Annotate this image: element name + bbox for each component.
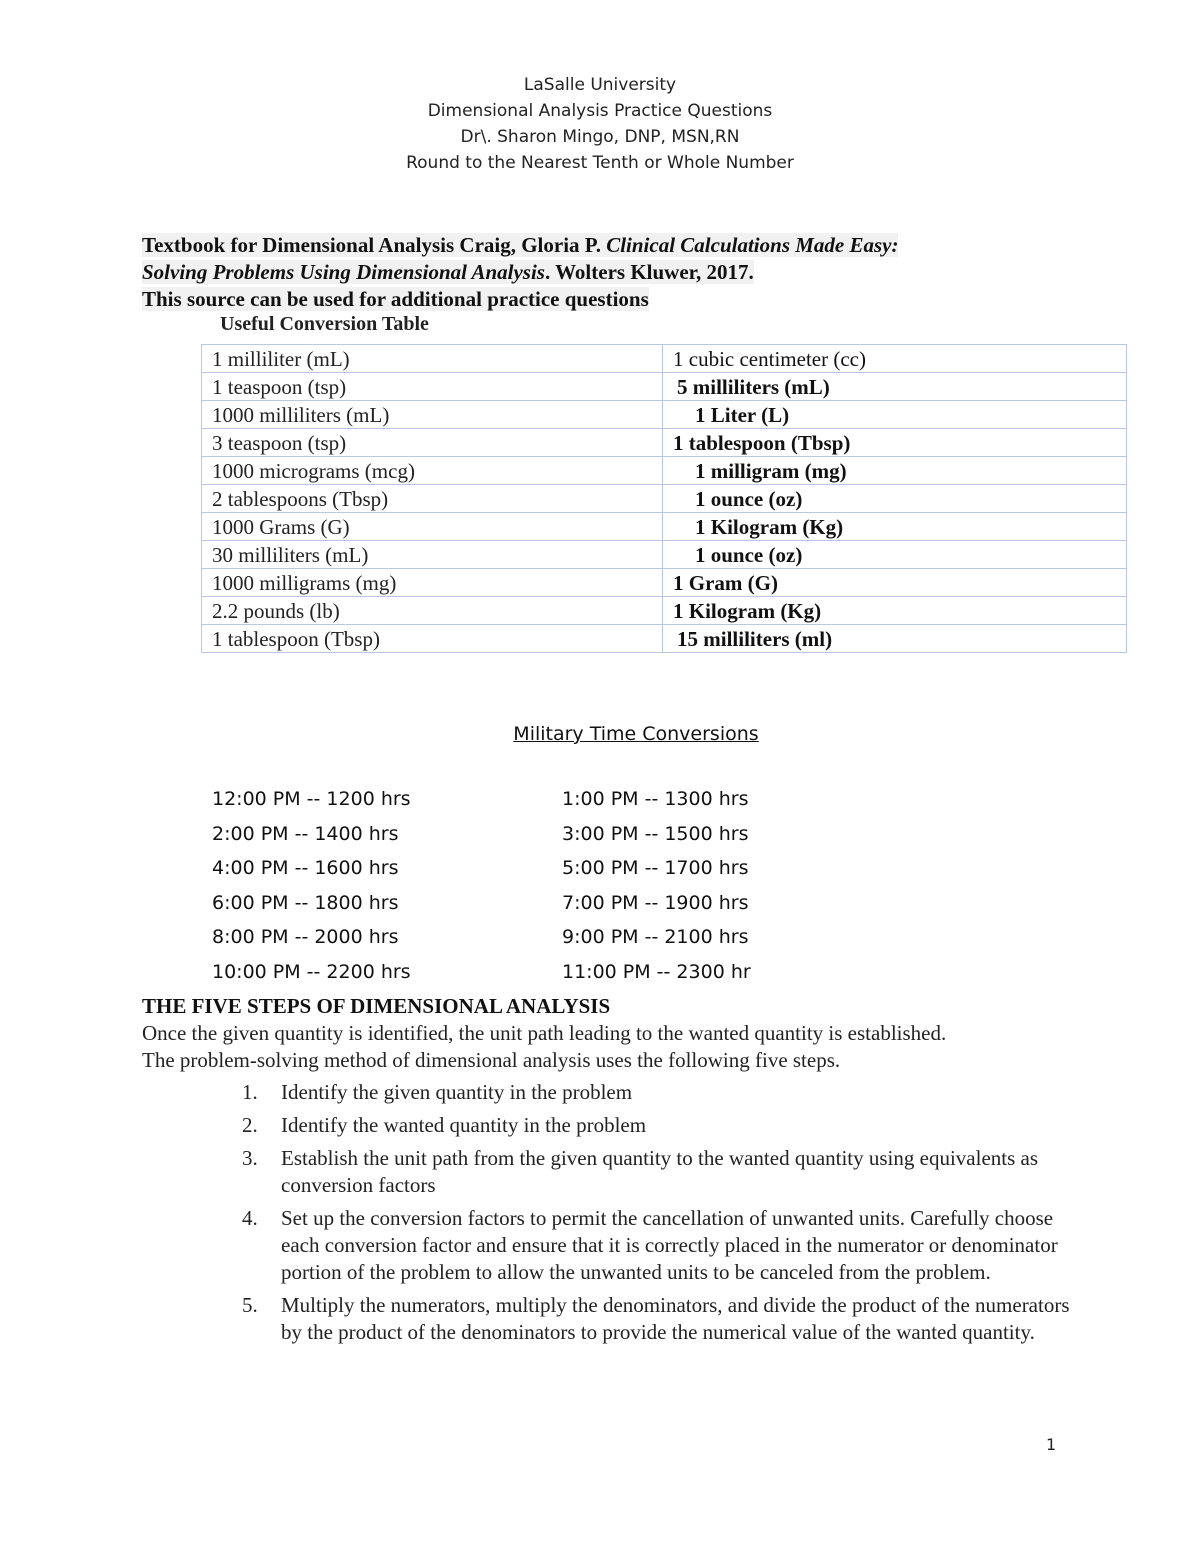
list-item [212, 889, 912, 924]
table-cell: 1000 milligrams (mg) [202, 569, 663, 597]
five-steps-list [242, 1079, 1072, 1352]
textbook-publisher: . Wolters Kluwer, 2017. [544, 260, 754, 284]
military-time-grid [212, 785, 912, 993]
table-cell: 1 ounce (oz) [695, 542, 803, 567]
table-cell: 1 Gram (G) [673, 570, 778, 595]
military-time-entry: 1:00 PM -- 1300 hrs [562, 788, 749, 810]
military-time-entry: 5:00 PM -- 1700 hrs [562, 857, 749, 880]
step-text: Establish the unit path from the given quantity to the wanted quantity using equivalents as conversion factors [281, 1146, 1039, 1197]
university-name: LaSalle University [523, 75, 677, 95]
list-item [242, 1112, 1072, 1139]
list-item [242, 1145, 1072, 1199]
step-number: 1. [242, 1080, 258, 1104]
table-row [202, 345, 1127, 373]
table-cell: 1 Kilogram (Kg) [695, 514, 844, 539]
table-row [202, 457, 1127, 485]
table-cell: 2.2 pounds (lb) [202, 597, 663, 625]
table-cell: 1 milliliter (mL) [202, 345, 663, 373]
document-title: Dimensional Analysis Practice Questions [427, 101, 773, 121]
step-text: Set up the conversion factors to permit the cancellation of unwanted units. Carefully choose each conversion factor and ensure that it is correctly placed in the numerator or denominator portion of the problem to allow the unwanted units to be canceled from the problem. [281, 1206, 1058, 1284]
table-cell: 1 Kilogram (Kg) [673, 598, 822, 623]
table-cell: 1 cubic centimeter (cc) [673, 346, 866, 371]
rounding-instruction: Round to the Nearest Tenth or Whole Number [406, 153, 794, 173]
table-row [202, 401, 1127, 429]
military-time-entry: 2:00 PM -- 1400 hrs [212, 822, 399, 845]
table-cell: 1 ounce (oz) [695, 486, 803, 511]
table-cell: 3 teaspoon (tsp) [202, 429, 663, 457]
military-time-title: Military Time Conversions [513, 723, 759, 745]
step-text: Identify the given quantity in the problem [281, 1080, 633, 1104]
table-cell: 1 tablespoon (Tbsp) [673, 430, 851, 455]
textbook-reference [142, 232, 1072, 313]
military-time-entry: 12:00 PM -- 1200 hrs [212, 788, 411, 810]
table-cell: 15 milliliters (ml) [677, 626, 833, 651]
step-number: 3. [242, 1146, 258, 1170]
table-row [202, 429, 1127, 457]
intro-line: The problem-solving method of dimensional analysis uses the following five steps. [142, 1048, 841, 1072]
military-time-entry: 11:00 PM -- 2300 hr [562, 960, 751, 983]
textbook-title-line1: Clinical Calculations Made Easy: [606, 233, 899, 257]
table-row [202, 541, 1127, 569]
step-number: 5. [242, 1293, 258, 1317]
table-row [202, 373, 1127, 401]
table-cell: 1000 micrograms (mcg) [202, 457, 663, 485]
table-row [202, 569, 1127, 597]
military-time-entry: 9:00 PM -- 2100 hrs [562, 926, 749, 949]
conversion-table-title: Useful Conversion Table [220, 313, 429, 335]
table-cell: 1000 milliliters (mL) [202, 401, 663, 429]
step-text: Identify the wanted quantity in the problem [281, 1113, 647, 1137]
conversion-table [201, 344, 1127, 653]
list-item [242, 1292, 1072, 1346]
list-item [212, 785, 912, 820]
table-row [202, 625, 1127, 653]
five-steps-heading: THE FIVE STEPS OF DIMENSIONAL ANALYSIS [142, 994, 611, 1018]
military-time-entry: 8:00 PM -- 2000 hrs [212, 926, 399, 949]
table-cell: 2 tablespoons (Tbsp) [202, 485, 663, 513]
step-number: 2. [242, 1113, 258, 1137]
textbook-title-line2: Solving Problems Using Dimensional Analysis [142, 260, 545, 284]
list-item [212, 958, 912, 993]
table-cell: 1 Liter (L) [695, 402, 790, 427]
table-cell: 1 teaspoon (tsp) [202, 373, 663, 401]
military-time-entry: 3:00 PM -- 1500 hrs [562, 822, 749, 845]
table-row [202, 513, 1127, 541]
textbook-note: This source can be used for additional practice questions [142, 287, 649, 311]
textbook-prefix: Textbook for Dimensional Analysis Craig, Gloria P. [142, 233, 607, 257]
step-number: 4. [242, 1206, 258, 1230]
military-time-entry: 6:00 PM -- 1800 hrs [212, 891, 399, 914]
page-number: 1 [1046, 1435, 1057, 1454]
military-time-entry: 4:00 PM -- 1600 hrs [212, 857, 399, 880]
table-cell: 30 milliliters (mL) [202, 541, 663, 569]
table-cell: 1 milligram (mg) [695, 458, 847, 483]
list-item [212, 820, 912, 855]
table-row [202, 597, 1127, 625]
military-time-entry: 10:00 PM -- 2200 hrs [212, 960, 411, 983]
five-steps-intro [142, 1020, 1102, 1074]
table-cell: 5 milliliters (mL) [677, 374, 830, 399]
step-text: Multiply the numerators, multiply the denominators, and divide the product of the numerators by the product of the denominators to provide the numerical value of the wanted quantity. [281, 1293, 1070, 1344]
table-cell: 1 tablespoon (Tbsp) [202, 625, 663, 653]
list-item [242, 1079, 1072, 1106]
military-time-entry: 7:00 PM -- 1900 hrs [562, 891, 749, 914]
intro-line: Once the given quantity is identified, the unit path leading to the wanted quantity is established. [142, 1021, 947, 1045]
list-item [212, 923, 912, 958]
document-header [0, 72, 1200, 176]
table-row [202, 485, 1127, 513]
author-line: Dr\. Sharon Mingo, DNP, MSN,RN [460, 127, 740, 147]
list-item [212, 854, 912, 889]
table-cell: 1000 Grams (G) [202, 513, 663, 541]
list-item [242, 1205, 1072, 1286]
